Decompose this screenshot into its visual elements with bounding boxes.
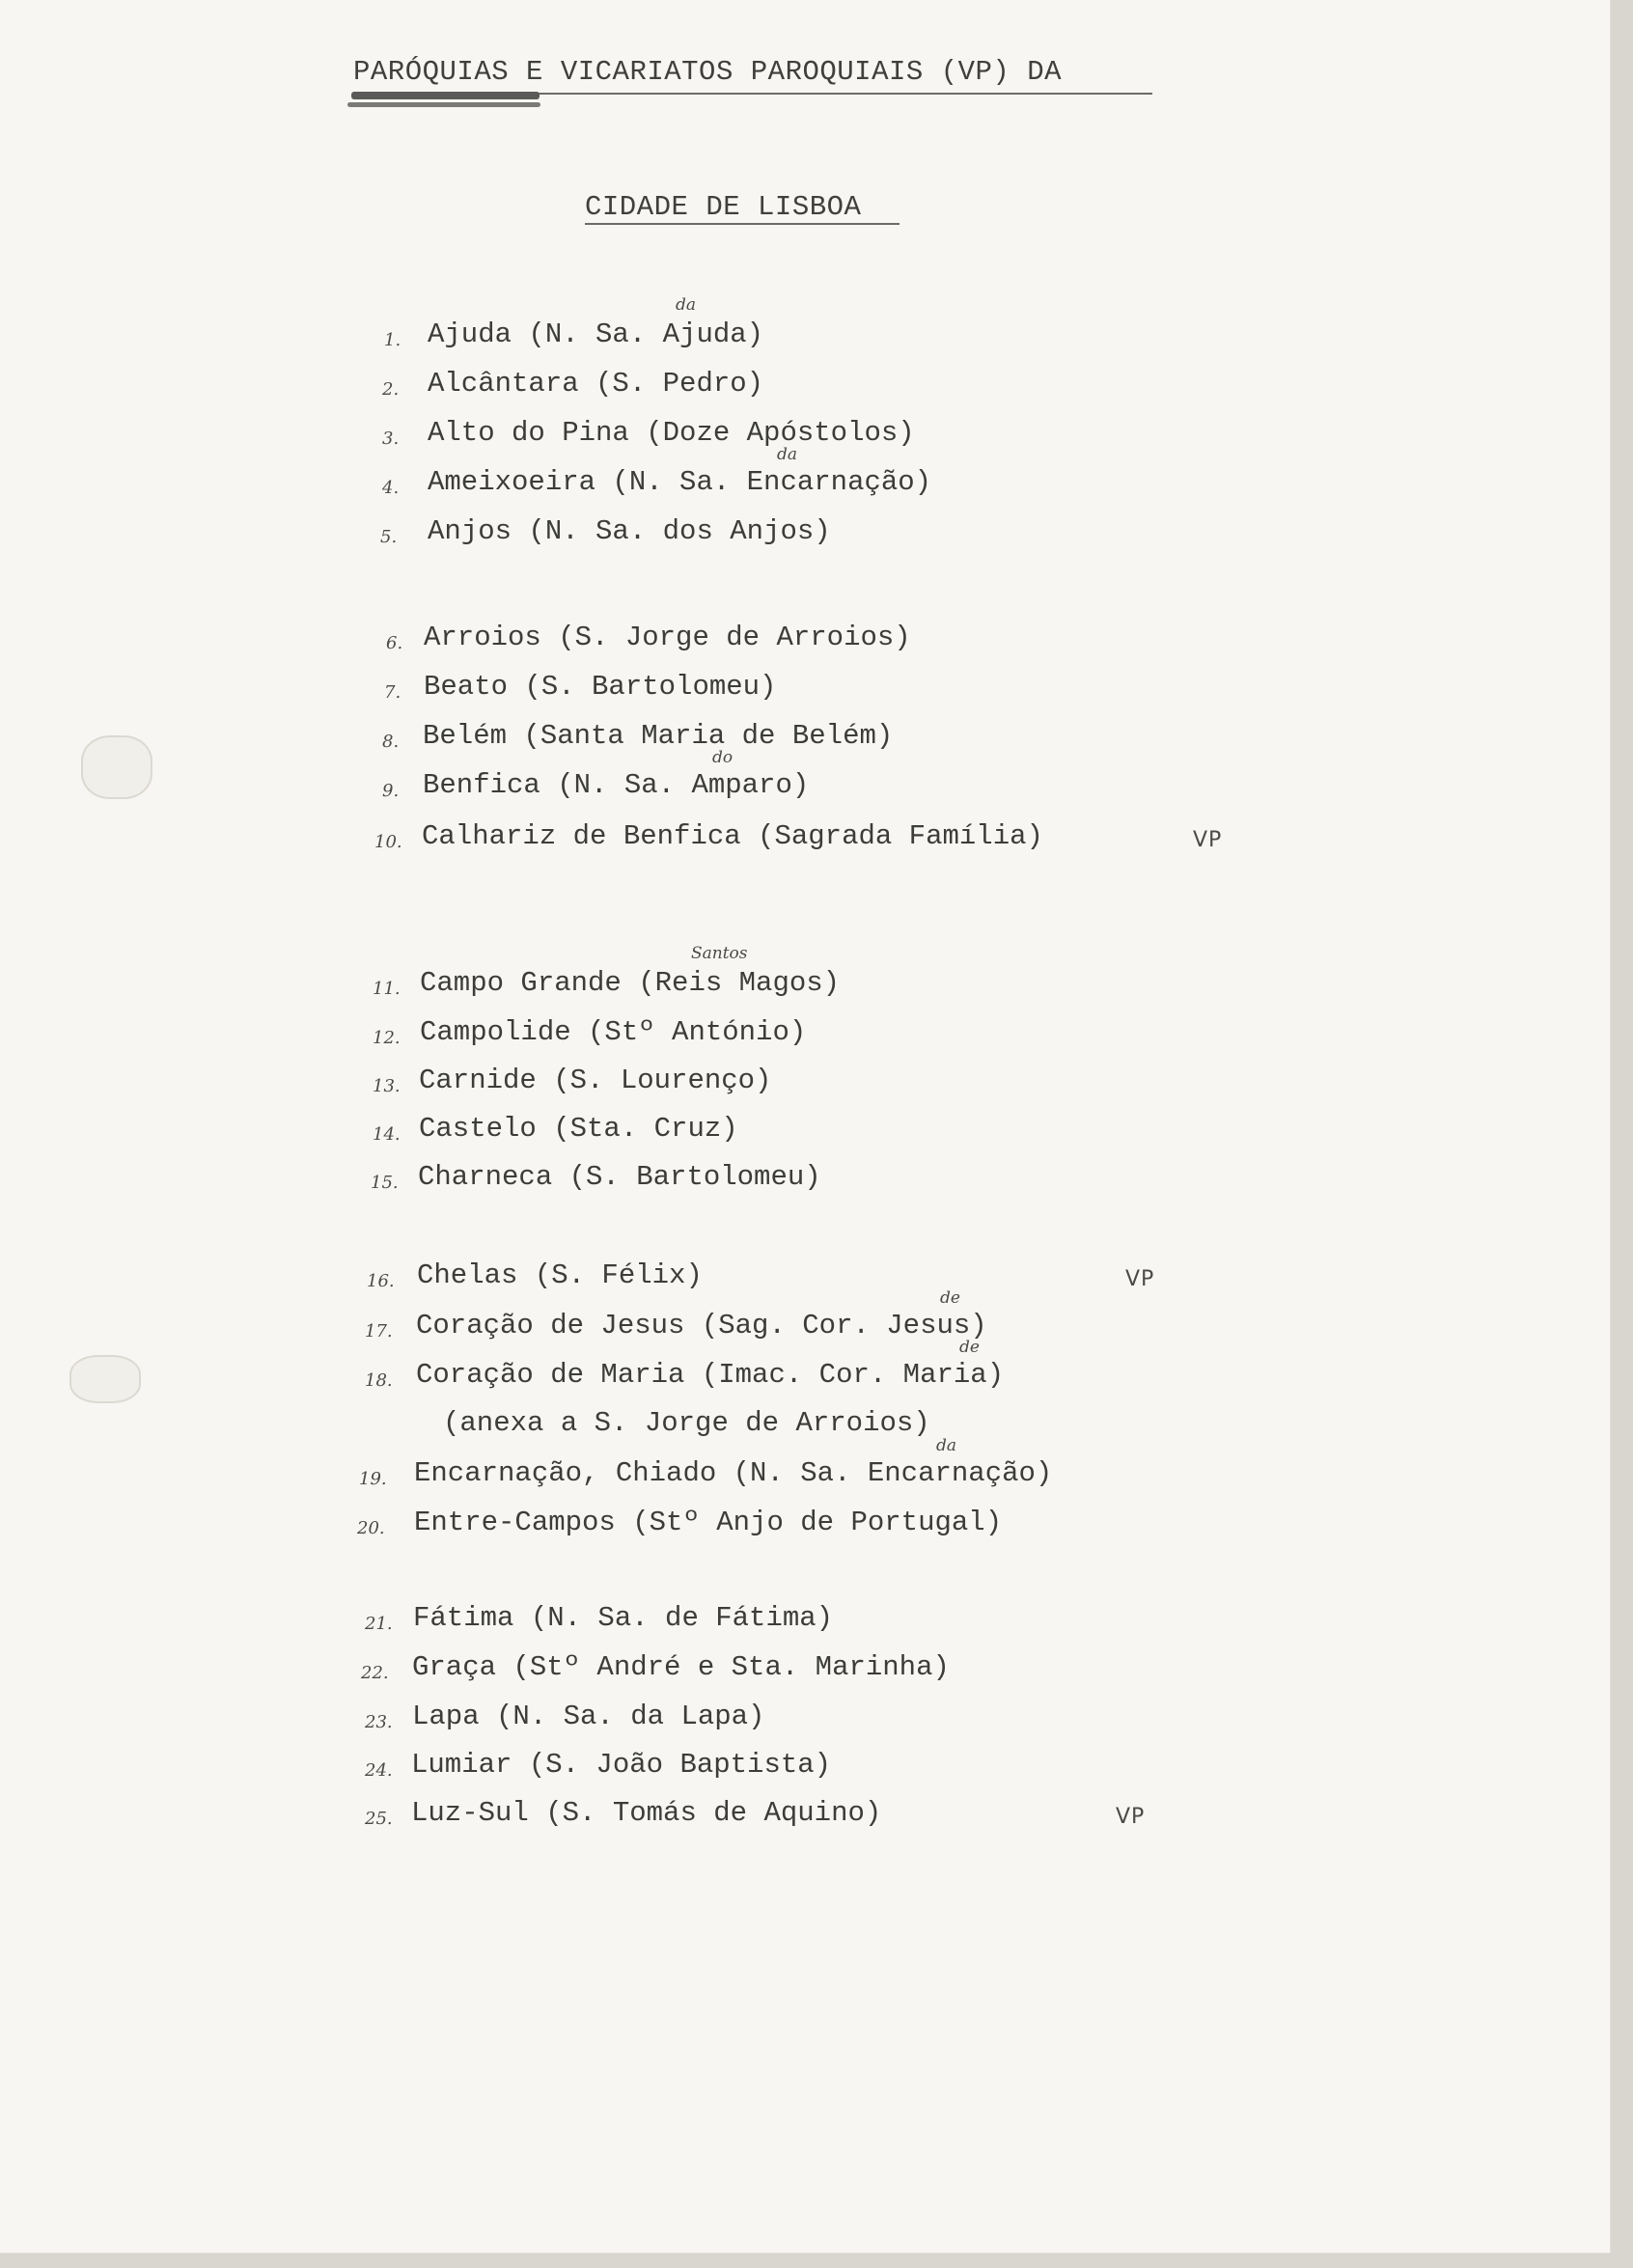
list-item: [0, 748, 1351, 812]
item-number: 17.: [365, 1321, 393, 1341]
item-number: 14.: [373, 1124, 401, 1145]
title-strike-mark-2: [347, 102, 540, 107]
handwritten-note: da: [676, 295, 697, 315]
item-number: 21.: [365, 1614, 393, 1634]
document-title-line2: CIDADE DE LISBOA: [585, 191, 862, 223]
list-item: [0, 1407, 1351, 1450]
vp-mark: VP: [1116, 1805, 1146, 1829]
list-item: [0, 1288, 1351, 1352]
list-item: [0, 944, 1351, 1010]
list-item: [0, 417, 1351, 459]
item-number: 22.: [361, 1663, 389, 1683]
list-item: [0, 1161, 1351, 1203]
parish-name: Graça (Stº André e Sta. Marinha): [412, 1651, 950, 1683]
handwritten-note: Santos: [691, 944, 748, 963]
list-item: [0, 1113, 1351, 1155]
list-item: [0, 1507, 1351, 1549]
title-strike-mark: [351, 92, 540, 99]
list-item: [0, 1338, 1351, 1401]
list-item: [0, 1436, 1351, 1500]
parish-name: Alcântara (S. Pedro): [428, 368, 764, 400]
parish-name: Luz-Sul (S. Tomás de Aquino): [411, 1797, 882, 1829]
list-item: [0, 622, 1351, 664]
item-number: 9.: [382, 781, 400, 801]
parish-name: Charneca (S. Bartolomeu): [418, 1161, 821, 1193]
vp-mark: VP: [1125, 1267, 1155, 1291]
item-number: 23.: [365, 1712, 393, 1732]
title2-underline: [585, 223, 900, 225]
parish-name: Coração de Maria (Imac. Cor. Maria): [416, 1359, 1005, 1391]
item-number: 20.: [357, 1518, 385, 1538]
item-number: 2.: [382, 379, 400, 400]
vp-mark: VP: [1193, 828, 1223, 852]
parish-name: Calhariz de Benfica (Sagrada Família): [422, 820, 1043, 852]
item-number: 16.: [367, 1271, 395, 1291]
list-item: [0, 1651, 1351, 1694]
item-number: 12.: [373, 1028, 401, 1048]
item-number: 6.: [386, 633, 403, 653]
handwritten-note: de: [940, 1288, 960, 1308]
parish-name: Benfica (N. Sa. Amparo): [423, 769, 810, 801]
parish-name: Castelo (Sta. Cruz): [419, 1113, 738, 1145]
list-item: [0, 445, 1351, 509]
list-item: [0, 1065, 1351, 1107]
item-number: 4.: [382, 478, 400, 498]
parish-name: Lumiar (S. João Baptista): [411, 1749, 832, 1781]
list-item: [0, 1701, 1351, 1743]
parish-name: Carnide (S. Lourenço): [419, 1065, 772, 1096]
item-number: 1.: [384, 330, 401, 350]
item-number: 7.: [384, 682, 401, 703]
item-number: 13.: [373, 1076, 401, 1096]
item-number: 5.: [380, 527, 398, 547]
list-item: [0, 1259, 1351, 1302]
item-number: 19.: [359, 1469, 387, 1489]
parish-name: (anexa a S. Jorge de Arroios): [443, 1407, 930, 1439]
list-item: [0, 820, 1351, 863]
parish-name: Coração de Jesus (Sag. Cor. Jesus): [416, 1310, 987, 1341]
parish-name: Campo Grande (Reis Magos): [420, 967, 841, 999]
list-item: [0, 671, 1351, 713]
handwritten-note: da: [936, 1436, 957, 1455]
list-item: [0, 1749, 1351, 1791]
parish-name: Ajuda (N. Sa. Ajuda): [428, 318, 764, 350]
item-number: 24.: [365, 1760, 393, 1781]
parish-name: Encarnação, Chiado (N. Sa. Encarnação): [414, 1457, 1053, 1489]
parish-name: Ameixoeira (N. Sa. Encarnação): [428, 466, 932, 498]
parish-name: Entre-Campos (Stº Anjo de Portugal): [414, 1507, 1003, 1538]
list-item: [0, 368, 1351, 410]
parish-name: Lapa (N. Sa. da Lapa): [412, 1701, 765, 1732]
item-number: 11.: [373, 979, 401, 999]
handwritten-note: da: [777, 445, 798, 464]
list-item: [0, 1016, 1351, 1059]
handwritten-note: de: [959, 1338, 980, 1357]
parish-name: Campolide (Stº António): [420, 1016, 807, 1048]
item-number: 18.: [365, 1370, 393, 1391]
parish-name: Anjos (N. Sa. dos Anjos): [428, 515, 831, 547]
list-item: [0, 1602, 1351, 1645]
item-number: 3.: [382, 429, 400, 449]
parish-name: Beato (S. Bartolomeu): [424, 671, 777, 703]
parish-name: Belém (Santa Maria de Belém): [423, 720, 894, 752]
parish-name: Chelas (S. Félix): [417, 1259, 703, 1291]
document-title-line1: PARÓQUIAS E VICARIATOS PAROQUIAIS (VP) DA: [353, 56, 1063, 88]
list-item: [0, 1797, 1351, 1839]
parish-name: Arroios (S. Jorge de Arroios): [424, 622, 911, 653]
list-item: [0, 720, 1351, 762]
list-item: [0, 515, 1351, 558]
item-number: 15.: [371, 1173, 399, 1193]
item-number: 8.: [382, 732, 400, 752]
handwritten-note: do: [712, 748, 733, 767]
parish-name: Fátima (N. Sa. de Fátima): [413, 1602, 834, 1634]
parish-name: Alto do Pina (Doze Apóstolos): [428, 417, 915, 449]
item-number: 25.: [365, 1809, 393, 1829]
item-number: 10.: [374, 832, 402, 852]
list-item: [0, 295, 1351, 361]
